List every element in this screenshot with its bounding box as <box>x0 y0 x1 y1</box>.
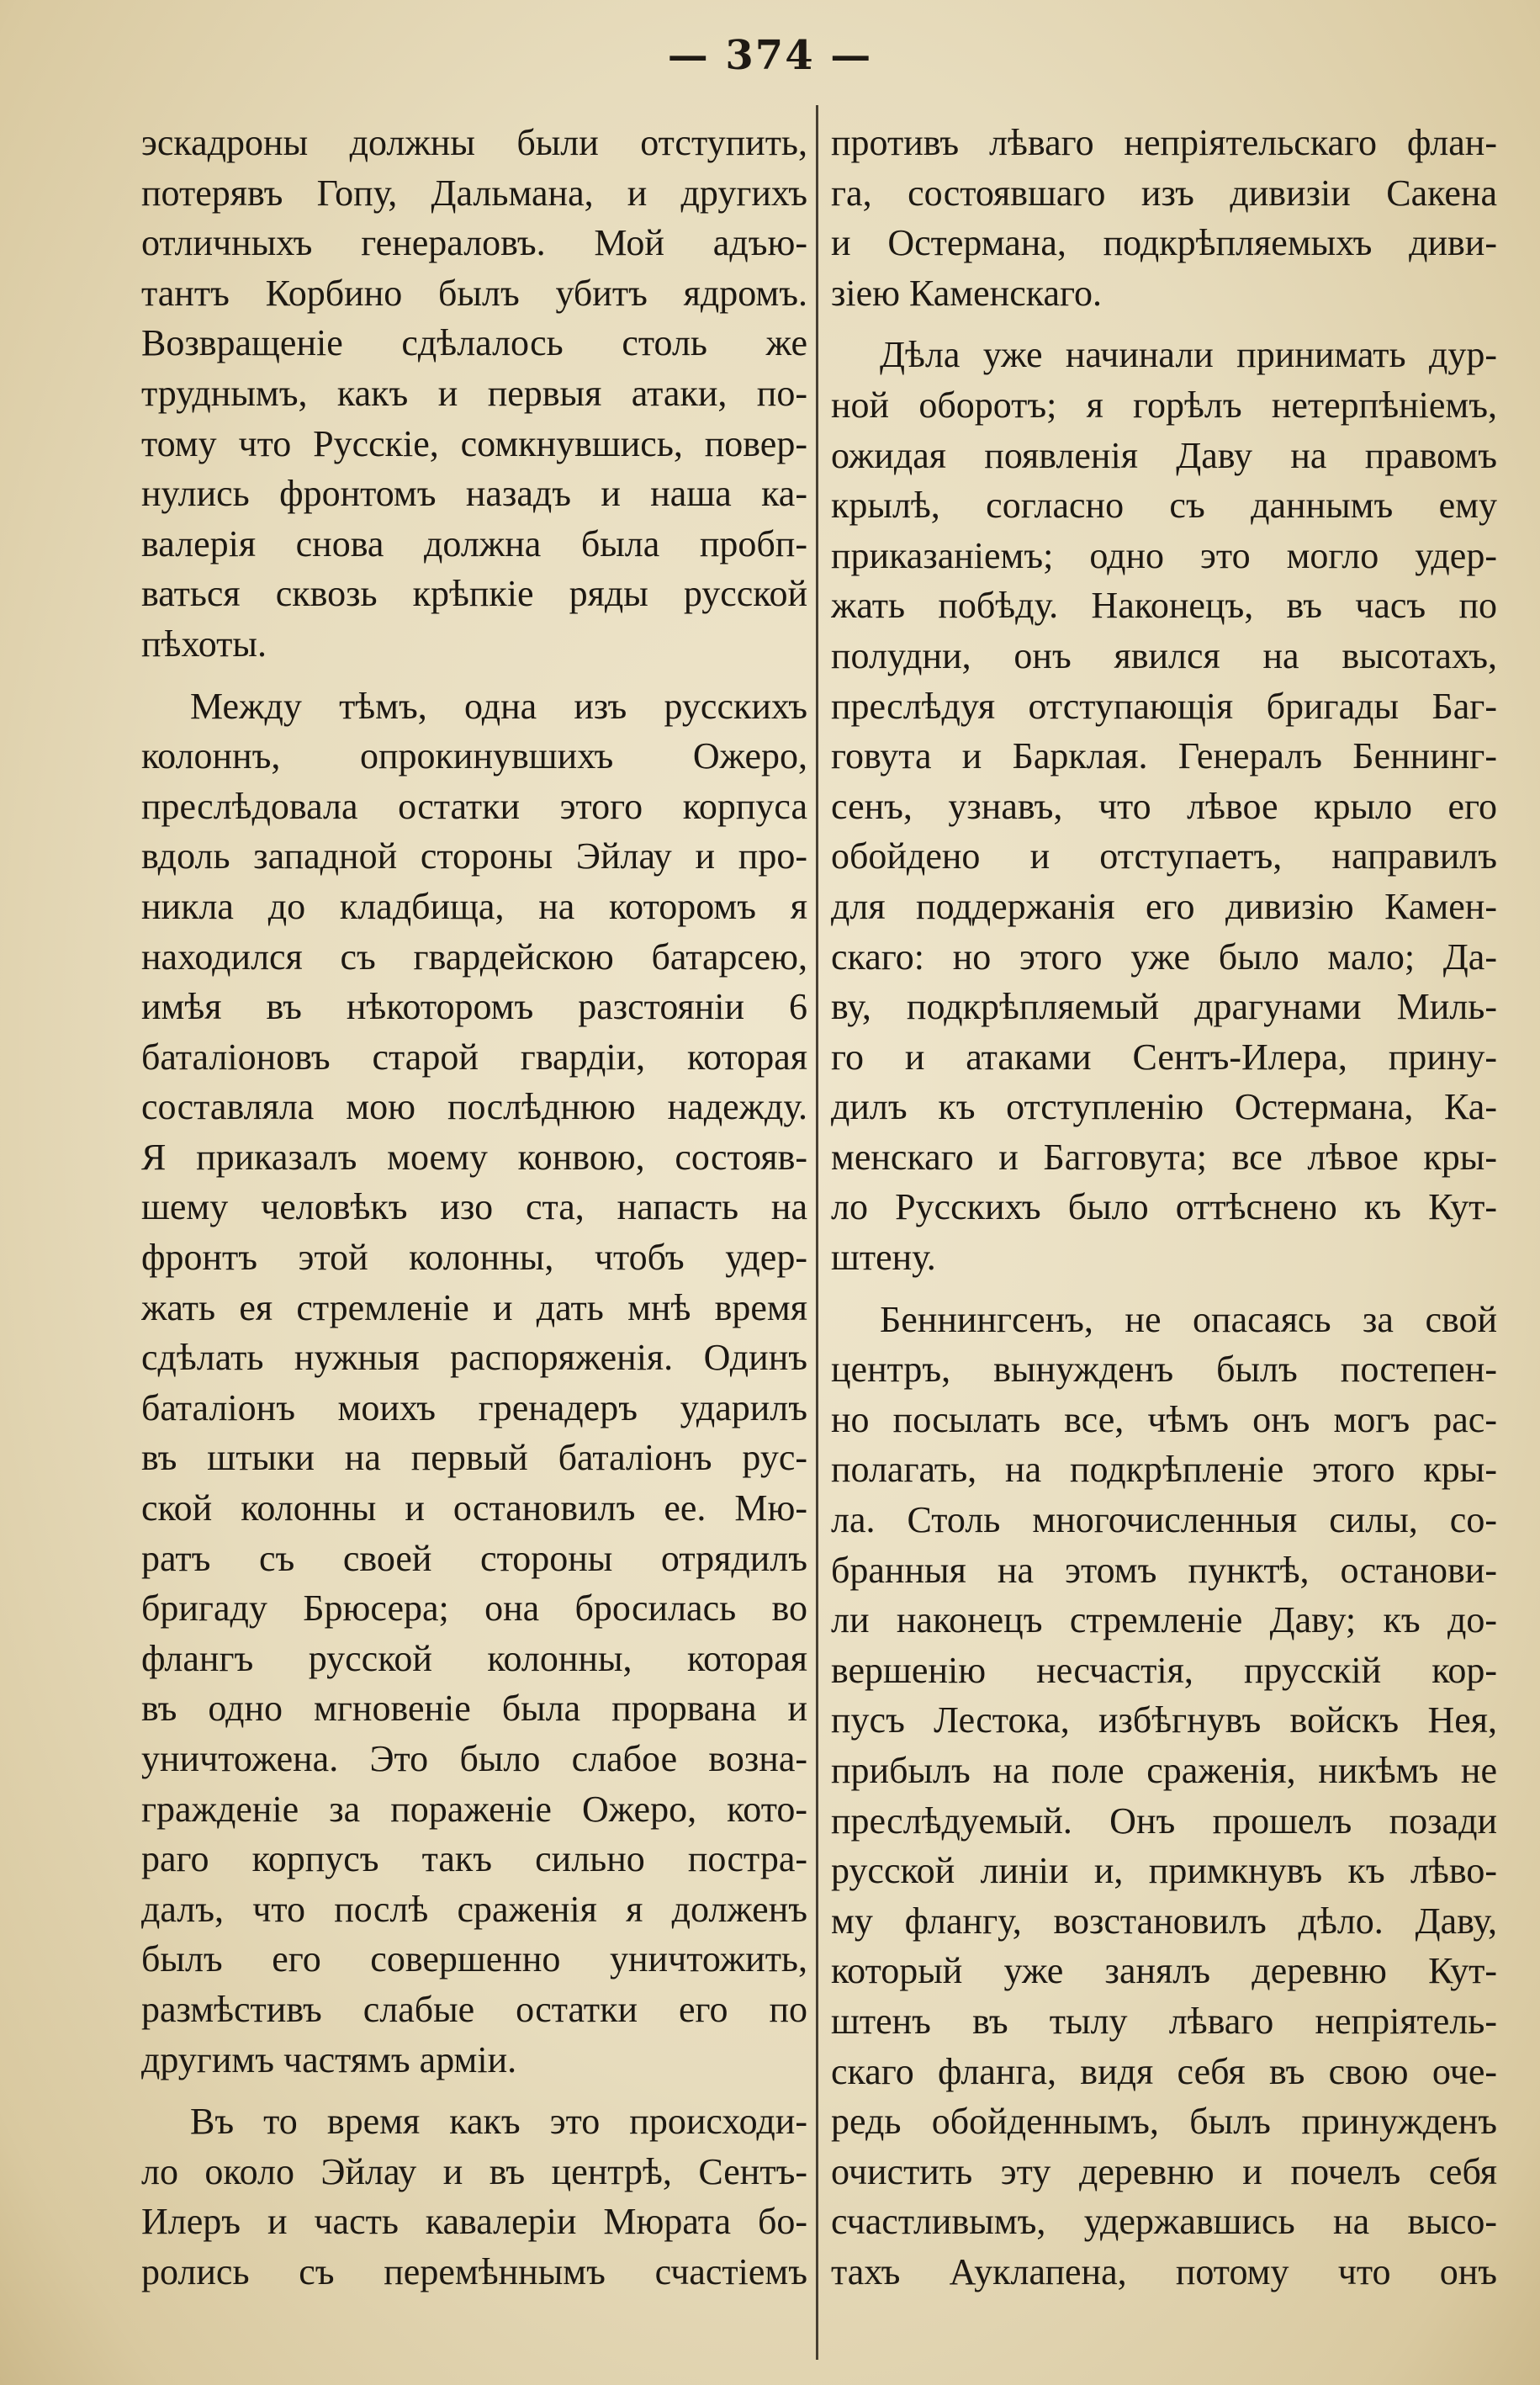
text-line: нулись фронтомъ назадъ и наша ка- <box>141 473 807 515</box>
text-line: вершенію несчастія, прусскій кор- <box>831 1649 1497 1691</box>
text-line: тахъ Ауклапена, потому что онъ <box>831 2250 1497 2292</box>
text-line: го и атаками Сентъ-Илера, прину- <box>831 1036 1497 1078</box>
text-line: ролись съ перемѣннымъ счастіемъ <box>141 2250 807 2292</box>
text-line: раго корпусъ такъ сильно постра- <box>141 1838 807 1880</box>
text-line: въ штыки на первый баталіонъ рус- <box>141 1437 807 1479</box>
text-line: валерія снова должна была пробп- <box>141 522 807 564</box>
text-line: скаго фланга, видя себя въ свою оче- <box>831 2050 1497 2092</box>
text-line: былъ его совершенно уничтожить, <box>141 1938 807 1980</box>
text-line: русской линіи и, примкнувъ къ лѣво- <box>831 1850 1497 1892</box>
text-line: труднымъ, какъ и первыя атаки, по- <box>141 372 807 414</box>
text-line: штену. <box>831 1237 936 1279</box>
text-line: уничтожена. Это было слабое возна- <box>141 1738 807 1779</box>
text-line: жать ея стремленіе и дать мнѣ время <box>141 1286 807 1328</box>
text-line: обойдено и отступаетъ, направилъ <box>831 835 1497 877</box>
text-line: далъ, что послѣ сраженія я долженъ <box>141 1888 807 1930</box>
text-line: вдоль западной стороны Эйлау и про- <box>141 835 807 877</box>
text-line: ло около Эйлау и въ центрѣ, Сентъ- <box>141 2150 807 2192</box>
text-line: ной оборотъ; я горѣлъ нетерпѣніемъ, <box>831 384 1497 426</box>
text-line: бригаду Брюсера; она бросилась во <box>141 1587 807 1630</box>
text-line: скаго: но этого уже было мало; Да- <box>831 935 1497 978</box>
text-line: штенъ въ тылу лѣваго непріятель- <box>831 2000 1497 2042</box>
text-line: тантъ Корбино былъ убитъ ядромъ. <box>141 272 807 314</box>
text-line: зіею Каменскаго. <box>831 272 1102 314</box>
text-line: и Остермана, подкрѣпляемыхъ диви- <box>831 222 1497 264</box>
text-line: говута и Барклая. Генералъ Беннинг- <box>831 735 1497 777</box>
right-text-column <box>831 118 1497 2298</box>
text-line: колоннъ, опрокинувшихъ Ожеро, <box>141 735 807 777</box>
text-line: тому что Русскіе, сомкнувшись, повер- <box>141 422 807 464</box>
text-line: но посылать все, чѣмъ онъ могъ рас- <box>831 1398 1497 1440</box>
text-line: га, состоявшаго изъ дивизіи Сакена <box>831 172 1497 214</box>
text-line: преслѣдовала остатки этого корпуса <box>141 785 807 827</box>
text-line: редь обойденнымъ, былъ принужденъ <box>831 2101 1497 2143</box>
text-line: крылѣ, согласно съ даннымъ ему <box>831 485 1497 527</box>
text-line: полудни, онъ явился на высотахъ, <box>831 634 1497 676</box>
text-line: потерявъ Гопу, Дальмана, и другихъ <box>141 172 807 214</box>
paragraph <box>831 330 1497 1282</box>
text-line: счастливымъ, удержавшись на высо- <box>831 2201 1497 2243</box>
text-line: фронтъ этой колонны, чтобъ удер- <box>141 1237 807 1279</box>
text-line: дилъ къ отступленію Остермана, Ка- <box>831 1086 1497 1128</box>
text-line: преслѣдуемый. Онъ прошелъ позади <box>831 1799 1497 1842</box>
text-line: преслѣдуя отступающія бригады Баг- <box>831 685 1497 727</box>
text-line: имѣя въ нѣкоторомъ разстояніи 6 <box>141 986 807 1028</box>
text-line: ваться сквозь крѣпкіе ряды русской <box>141 573 807 615</box>
text-line: Беннингсенъ, не опасаясь за свой <box>880 1298 1497 1340</box>
paragraph <box>141 2096 807 2297</box>
page-number: — 374 — <box>667 32 873 79</box>
text-line: пѣхоты. <box>141 623 267 665</box>
text-line: полагать, на подкрѣпленіе этого кры- <box>831 1449 1497 1491</box>
text-line: который уже занялъ деревню Кут- <box>831 1950 1497 1992</box>
text-line: гражденіе за пораженіе Ожеро, кото- <box>141 1788 807 1830</box>
text-line: баталіоновъ старой гвардіи, которая <box>141 1036 807 1078</box>
text-line: му флангу, возстановилъ дѣло. Даву, <box>831 1900 1497 1942</box>
paragraph <box>141 681 807 2086</box>
paragraph <box>141 118 807 670</box>
paragraph <box>831 118 1497 318</box>
column-divider-rule <box>816 105 818 2360</box>
text-line: ву, подкрѣпляемый драгунами Миль- <box>831 986 1497 1028</box>
text-line: Илеръ и часть кавалеріи Мюрата бо- <box>141 2201 807 2243</box>
text-line: жать побѣду. Наконецъ, въ часъ по <box>831 585 1497 627</box>
text-line: Между тѣмъ, одна изъ русскихъ <box>190 685 807 727</box>
text-line: находился съ гвардейскою батарсею, <box>141 935 807 978</box>
text-line: ской колонны и остановилъ ее. Мю- <box>141 1487 807 1529</box>
text-line: шему человѣкъ изо ста, напасть на <box>141 1186 807 1228</box>
text-line: для поддержанія его дивизію Камен- <box>831 885 1497 927</box>
text-line: отличныхъ генераловъ. Мой адъю- <box>141 222 807 264</box>
text-line: флангъ русской колонны, которая <box>141 1637 807 1679</box>
paragraph <box>831 1295 1497 2298</box>
text-line: никла до кладбища, на которомъ я <box>141 885 807 927</box>
text-line: въ одно мгновеніе была прорвана и <box>141 1688 807 1730</box>
text-line: Въ то время какъ это происходи- <box>190 2101 807 2143</box>
text-line: пусъ Лестока, избѣгнувъ войскъ Нея, <box>831 1699 1497 1741</box>
text-line: сдѣлать нужныя распоряженія. Одинъ <box>141 1337 807 1379</box>
text-line: очистить эту деревню и почелъ себя <box>831 2150 1497 2192</box>
paragraph-gap <box>831 1283 1497 1295</box>
text-line: сенъ, узнавъ, что лѣвое крыло его <box>831 785 1497 827</box>
left-text-column <box>141 118 807 2298</box>
paragraph-gap <box>141 670 807 681</box>
text-line: другимъ частямъ арміи. <box>141 2038 517 2080</box>
text-line: размѣстивъ слабые остатки его по <box>141 1988 807 2030</box>
text-line: Дѣла уже начинали принимать дур- <box>880 334 1497 376</box>
text-line: ло Русскихъ было оттѣснено къ Кут- <box>831 1186 1497 1228</box>
text-line: менскаго и Багговута; все лѣвое кры- <box>831 1136 1497 1178</box>
text-line: ла. Столь многочисленныя силы, со- <box>831 1499 1497 1541</box>
text-line: эскадроны должны были отступить, <box>141 122 807 163</box>
text-line: баталіонъ моихъ гренадеръ ударилъ <box>141 1386 807 1428</box>
text-line: составляла мою послѣднюю надежду. <box>141 1086 807 1128</box>
text-line: Я приказалъ моему конвою, состояв- <box>141 1136 807 1178</box>
text-line: ратъ съ своей стороны отрядилъ <box>141 1537 807 1579</box>
text-line: противъ лѣваго непріятельскаго флан- <box>831 122 1497 163</box>
text-line: приказаніемъ; одно это могло удер- <box>831 534 1497 576</box>
text-line: центръ, вынужденъ былъ постепен- <box>831 1349 1497 1391</box>
paragraph-gap <box>141 2085 807 2096</box>
text-line: Возвращеніе сдѣлалось столь же <box>141 322 807 364</box>
text-line: ожидая появленія Даву на правомъ <box>831 434 1497 476</box>
text-line: прибылъ на поле сраженія, никѣмъ не <box>831 1750 1497 1791</box>
paragraph-gap <box>831 318 1497 330</box>
text-line: бранныя на этомъ пунктѣ, останови- <box>831 1549 1497 1591</box>
text-line: ли наконецъ стремленіе Даву; къ до- <box>831 1599 1497 1641</box>
